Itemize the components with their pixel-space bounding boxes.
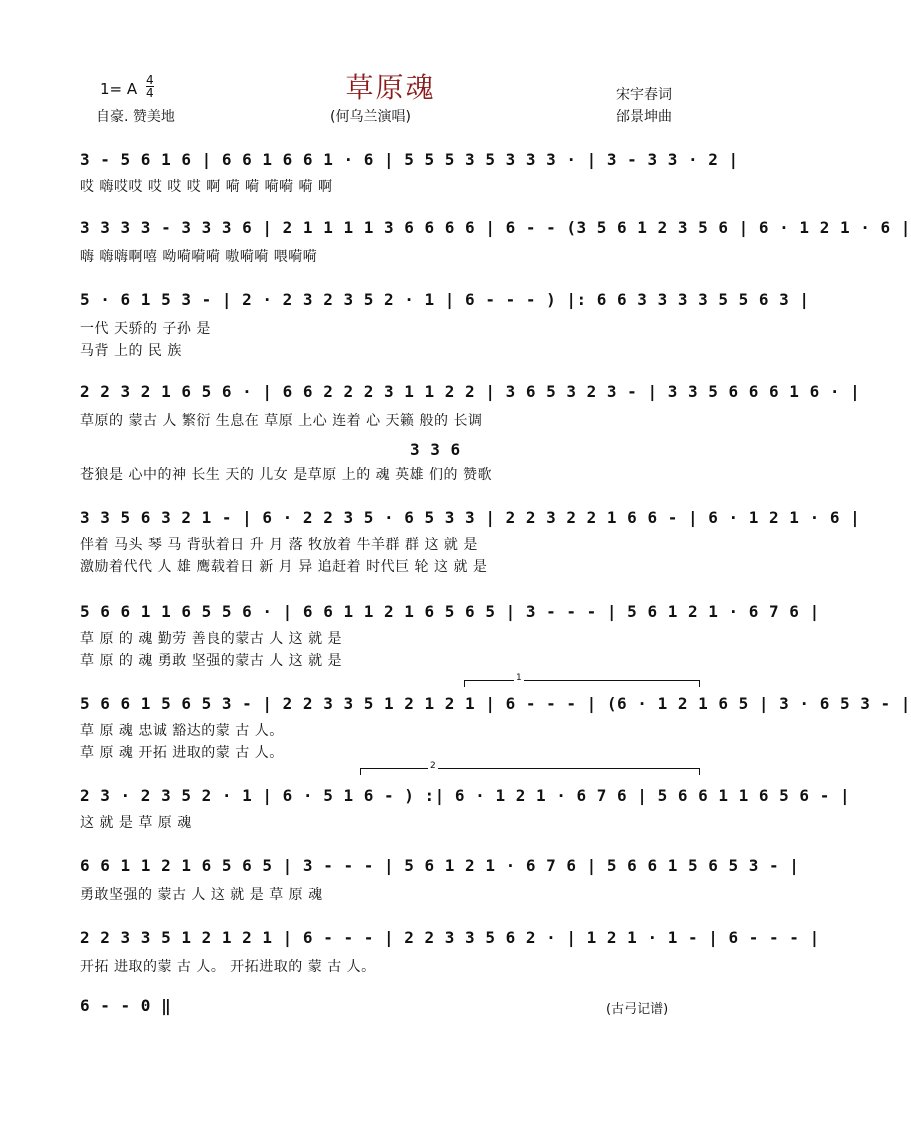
lyrics-line-6-verse-2: 草 原 的 魂 勇敢 坚强的蒙古 人 这 就 是 (80, 653, 343, 669)
transcriber-credit: (古弓记谱) (606, 1002, 669, 1017)
lyrics-line-7-verse-2: 草 原 魂 开拓 进取的蒙 古 人。 (80, 745, 284, 761)
lyrics-line-5-verse-1: 伴着 马头 琴 马 背驮着日 升 月 落 牧放着 牛羊群 群 这 就 是 (80, 537, 478, 553)
lyrics-line-4-verse-1: 草原的 蒙古 人 繁衍 生息在 草原 上心 连着 心 天籁 般的 长调 (80, 413, 483, 429)
tempo-marking: 自豪. 赞美地 (96, 109, 175, 125)
lyrics-line-8-verse-1: 这 就 是 草 原 魂 (80, 815, 192, 831)
time-signature-bottom: 4 (146, 86, 154, 100)
first-ending-label: 1 (516, 673, 522, 683)
notation-line-1: 3 - 5 6 1 6 | 6 6 1 6 6 1 · 6 | 5 5 5 3 5 3 3 3 · | 3 - 3 3 · 2 | (80, 150, 739, 169)
notation-line-2: 3 3 3 3 - 3 3 3 6 | 2 1 1 1 1 3 6 6 6 6 | 6 - - (3 5 6 1 2 3 5 6 | 6 · 1 2 1 · 6 | (80, 218, 911, 237)
lyrics-line-5-verse-2: 激励着代代 人 雄 鹰载着日 新 月 异 追赶着 时代巨 轮 这 就 是 (80, 559, 488, 575)
notation-line-10: 2 2 3 3 5 1 2 1 2 1 | 6 - - - | 2 2 3 3 5 6 2 · | 1 2 1 · 1 - | 6 - - - | (80, 928, 820, 947)
composer-credit: 邰景坤曲 (616, 109, 672, 125)
alternate-notes: 3 3 6 (410, 440, 461, 459)
lyrics-line-1-verse-1: 哎 嗨哎哎 哎 哎 哎 啊 嗬 嗬 嗬嗬 嗬 啊 (80, 179, 333, 195)
notation-line-4: 2 2 3 2 1 6 5 6 · | 6 6 2 2 2 3 1 1 2 2 | 3 6 5 3 2 3 - | 3 3 5 6 6 6 1 6 · | (80, 382, 861, 401)
notation-line-6: 5 6 6 1 1 6 5 5 6 · | 6 6 1 1 2 1 6 5 6 5 | 3 - - - | 5 6 1 2 1 · 6 7 6 | (80, 602, 820, 621)
lyrics-line-9-verse-1: 勇敢坚强的 蒙古 人 这 就 是 草 原 魂 (80, 887, 323, 903)
second-ending-bracket (360, 768, 700, 775)
song-title: 草原魂 (345, 71, 436, 104)
lyrics-line-10-verse-1: 开拓 进取的蒙 古 人。 开拓进取的 蒙 古 人。 (80, 959, 376, 975)
lyrics-line-6-verse-1: 草 原 的 魂 勤劳 善良的蒙古 人 这 就 是 (80, 631, 343, 647)
second-ending-label: 2 (430, 761, 436, 771)
lyricist-credit: 宋宇春词 (616, 87, 672, 103)
lyrics-line-3-verse-2: 马背 上的 民 族 (80, 343, 182, 359)
notation-line-8: 2 3 · 2 3 5 2 · 1 | 6 · 5 1 6 - ) :| 6 · 1 2 1 · 6 7 6 | 5 6 6 1 1 6 5 6 - | (80, 786, 851, 805)
first-ending-bracket (464, 680, 700, 687)
lyrics-line-4-verse-2: 苍狼是 心中的神 长生 天的 儿女 是草原 上的 魂 英雄 们的 赞歌 (80, 467, 493, 483)
notation-line-11: 6 - - 0 ‖ (80, 996, 172, 1015)
notation-line-3: 5 · 6 1 5 3 - | 2 · 2 3 2 3 5 2 · 1 | 6 - - - ) |: 6 6 3 3 3 3 5 5 6 3 | (80, 290, 810, 309)
singer-credit: (何乌兰演唱) (330, 109, 411, 125)
lyrics-line-2-verse-1: 嗨 嗨嗨啊嘻 呦嗬嗬嗬 嗷嗬嗬 喂嗬嗬 (80, 249, 318, 265)
time-signature (146, 74, 154, 99)
notation-line-7: 5 6 6 1 5 6 5 3 - | 2 2 3 3 5 1 2 1 2 1 | 6 - - - | (6 · 1 2 1 6 5 | 3 · 6 5 3 - | (80, 694, 911, 713)
time-signature-top: 4 (146, 73, 154, 87)
notation-line-9: 6 6 1 1 2 1 6 5 6 5 | 3 - - - | 5 6 1 2 1 · 6 7 6 | 5 6 6 1 5 6 5 3 - | (80, 856, 800, 875)
lyrics-line-7-verse-1: 草 原 魂 忠诚 豁达的蒙 古 人。 (80, 723, 284, 739)
lyrics-line-3-verse-1: 一代 天骄的 子孙 是 (80, 321, 211, 337)
key-signature: 1= A (100, 80, 138, 98)
notation-line-5: 3 3 5 6 3 2 1 - | 6 · 2 2 3 5 · 6 5 3 3 | 2 2 3 2 2 1 6 6 - | 6 · 1 2 1 · 6 | (80, 508, 861, 527)
